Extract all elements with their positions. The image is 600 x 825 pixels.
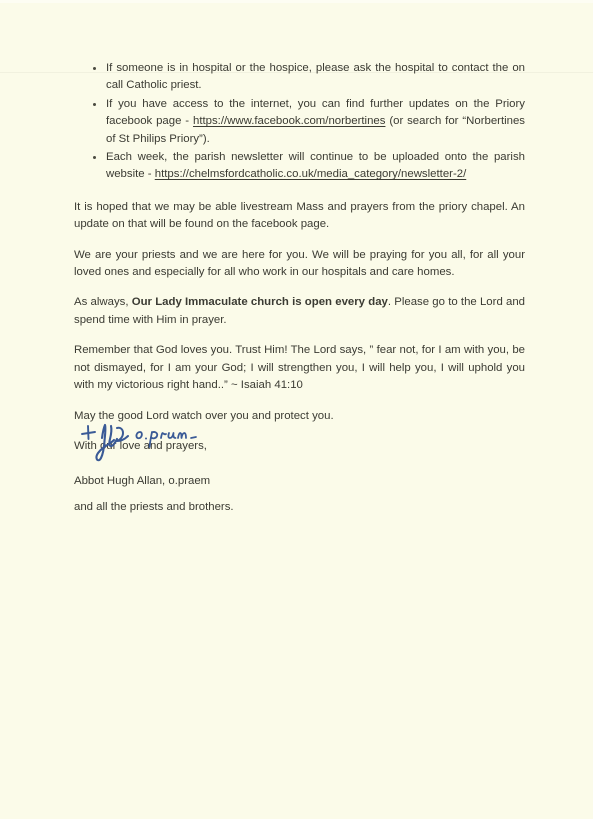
spacer [74,185,525,199]
signature-name: Abbot Hugh Allan, o.praem [74,475,211,487]
spacer [74,234,525,247]
signoff-block [74,473,525,517]
paragraph-isaiah-quote: Remember that God loves you. Trust Him! The Lord says, ” fear not, for I am with you, be not dismayed, for I am your God; I will strengthen you, I will help you, I will uphold you with my victorious right hand..” ~ Isaiah 41:10 [74,344,525,392]
list-item [74,96,525,148]
facebook-link[interactable]: https://www.facebook.com/norbertines [192,115,386,128]
paragraph-love-and-prayers: With our love and prayers, [74,439,207,452]
signature-closing: and all the priests and brothers. [74,501,234,514]
handwritten-signature [78,418,258,468]
list-item [74,149,525,184]
church-open-prefix: As always, [74,296,132,309]
list-item [74,60,525,95]
spacer [74,490,525,499]
scan-edge-right [593,0,600,825]
church-open-suffix: . Please go to the Lord and spend time with Him in prayer. [74,296,526,326]
newsletter-link[interactable]: https://chelmsfordcatholic.co.uk/media_category/newsletter-2/ [154,168,467,181]
paragraph-livestream: It is hoped that we may be able livestream Mass and prayers from the priory chapel. An update on that will be found on the facebook page. [74,200,525,231]
bullet-text: Each week, the parish newsletter will continue to be uploaded onto the parish website - [106,151,525,181]
paragraph-watch-over: May the good Lord watch over you and protect you. [74,409,334,422]
letter-body [74,60,525,455]
bullet-text-tail: (or search for “Norbertines of St Philips Priory”). [106,115,526,145]
bullet-text: If someone is in hospital or the hospice, please ask the hospital to contact the on call Catholic priest. [106,62,525,92]
signature-ink-icon [78,418,258,468]
bullet-text: If you have access to the internet, you can find further updates on the Priory facebook page - [106,97,525,128]
scan-edge-top [0,0,600,3]
scan-edge-bottom [0,819,600,825]
spacer [74,329,525,342]
spacer [74,395,525,408]
paragraph-church-open [74,294,525,329]
spacer [74,281,525,294]
bullet-list [74,60,525,184]
church-open-emphasis: Our Lady Immaculate church is open every day [131,296,388,309]
paragraph-priests: We are your priests and we are here for you. We will be praying for you all, for all your loved ones and especially for all who work in our hospitals and care homes. [74,248,525,279]
